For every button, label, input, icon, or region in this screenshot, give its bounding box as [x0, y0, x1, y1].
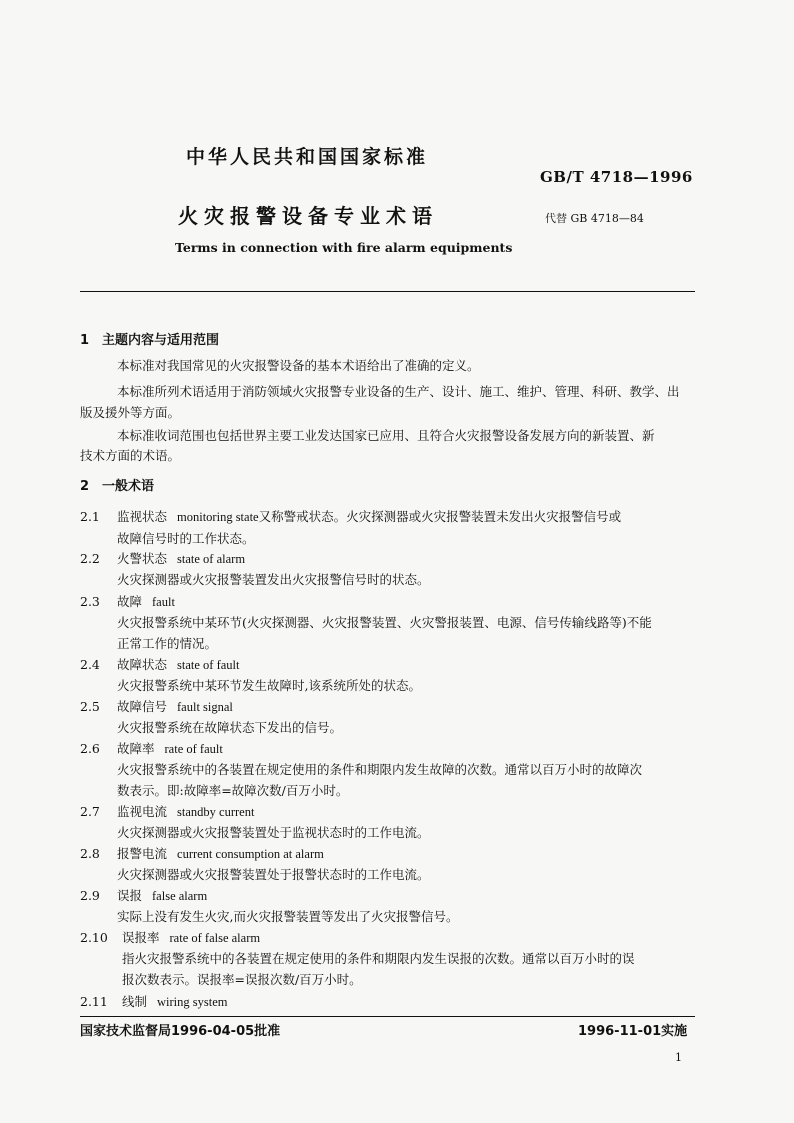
term-en: rate of fault [164, 742, 223, 756]
term-number: 2.10 [80, 930, 108, 945]
term-entry [80, 802, 254, 820]
term-cn: 监视电流 [117, 804, 168, 819]
implementation-date: 1996-11-01实施 [578, 1024, 688, 1039]
term-number: 2.11 [80, 994, 108, 1009]
term-definition: 数表示。即:故障率=故障次数/百万小时。 [117, 783, 349, 798]
term-en: monitoring state [177, 510, 259, 524]
term-entry [80, 592, 175, 610]
term-cn: 故障 [117, 594, 143, 609]
section-heading: 2 一般术语 [80, 479, 155, 494]
term-en: fault signal [177, 700, 233, 714]
term-number: 2.2 [80, 551, 100, 566]
term-number: 2.8 [80, 846, 100, 861]
term-number: 2.9 [80, 888, 100, 903]
term-definition: 火灾报警系统中某环节发生故障时,该系统所处的状态。 [117, 678, 421, 693]
term-number: 2.3 [80, 594, 100, 609]
term-en: wiring system [157, 995, 228, 1009]
document-title-en: Terms in connection with fire alarm equipments [175, 240, 513, 255]
document-title-cn: 火灾报警设备专业术语 [178, 204, 438, 228]
term-definition: 火灾报警系统在故障状态下发出的信号。 [117, 720, 343, 735]
term-entry [80, 549, 245, 567]
term-definition: 报次数表示。误报率=误报次数/百万小时。 [122, 972, 362, 987]
term-definition: 故障信号时的工作状态。 [117, 531, 255, 546]
paragraph: 本标准所列术语适用于消防领域火灾报警专业设备的生产、设计、施工、维护、管理、科研、教学、出 [117, 384, 680, 399]
term-en: state of fault [177, 658, 240, 672]
term-number: 2.6 [80, 741, 100, 756]
term-cn: 误报率 [122, 930, 160, 945]
term-cn: 线制 [122, 994, 148, 1009]
term-cn: 监视状态 [117, 509, 168, 524]
term-entry [80, 655, 240, 673]
term-en: false alarm [152, 889, 208, 903]
term-en: standby current [177, 805, 255, 819]
term-definition: 火灾探测器或火灾报警装置处于监视状态时的工作电流。 [117, 825, 430, 840]
term-number: 2.4 [80, 657, 100, 672]
term-entry [80, 507, 621, 525]
paragraph-continuation: 版及援外等方面。 [80, 405, 181, 420]
header-divider [80, 291, 695, 292]
paragraph: 本标准对我国常见的火灾报警设备的基本术语给出了准确的定义。 [117, 358, 480, 373]
term-definition: 火灾探测器或火灾报警装置处于报警状态时的工作电流。 [117, 867, 430, 882]
term-number: 2.1 [80, 509, 100, 524]
term-entry [80, 928, 260, 946]
term-entry [80, 739, 223, 757]
footer-divider [80, 1016, 695, 1017]
term-definition: 火灾报警系统中的各装置在规定使用的条件和期限内发生故障的次数。通常以百万小时的故障次 [117, 762, 643, 777]
term-definition: 火灾探测器或火灾报警装置发出火灾报警信号时的状态。 [117, 572, 430, 587]
term-definition: 正常工作的情况。 [117, 636, 218, 651]
term-entry [80, 886, 207, 904]
term-definition: 指火灾报警系统中的各装置在规定使用的条件和期限内发生误报的次数。通常以百万小时的误 [122, 951, 635, 966]
term-cn: 误报 [117, 888, 143, 903]
term-number: 2.5 [80, 699, 100, 714]
replaces-note: 代替 GB 4718—84 [545, 212, 644, 225]
term-en: current consumption at alarm [177, 847, 324, 861]
paragraph: 本标准收词范围也包括世界主要工业发达国家已应用、且符合火灾报警设备发展方向的新装置、新 [117, 428, 655, 443]
term-en: fault [152, 595, 175, 609]
term-number: 2.7 [80, 804, 100, 819]
paragraph-continuation: 技术方面的术语。 [80, 448, 181, 463]
term-entry [80, 697, 233, 715]
national-standard-label: 中华人民共和国国家标准 [186, 146, 429, 168]
term-entry [80, 844, 324, 862]
term-definition: 火灾报警系统中某环节(火灾探测器、火灾报警装置、火灾警报装置、电源、信号传输线路等)不能 [117, 615, 652, 630]
term-cn: 故障率 [117, 741, 155, 756]
term-cn: 故障信号 [117, 699, 168, 714]
page-number: 1 [675, 1051, 682, 1064]
term-entry [80, 992, 228, 1010]
approval-date: 国家技术监督局1996-04-05批准 [80, 1024, 281, 1039]
term-en: state of alarm [177, 552, 246, 566]
term-cn: 故障状态 [117, 657, 168, 672]
term-cn: 火警状态 [117, 551, 168, 566]
term-definition: 又称警戒状态。火灾探测器或火灾报警装置未发出火灾报警信号或 [258, 509, 622, 524]
term-en: rate of false alarm [169, 931, 261, 945]
standard-code: GB/T 4718—1996 [540, 168, 693, 186]
section-heading: 1 主题内容与适用范围 [80, 333, 220, 348]
term-definition: 实际上没有发生火灾,而火灾报警装置等发出了火灾报警信号。 [117, 909, 459, 924]
term-cn: 报警电流 [117, 846, 168, 861]
